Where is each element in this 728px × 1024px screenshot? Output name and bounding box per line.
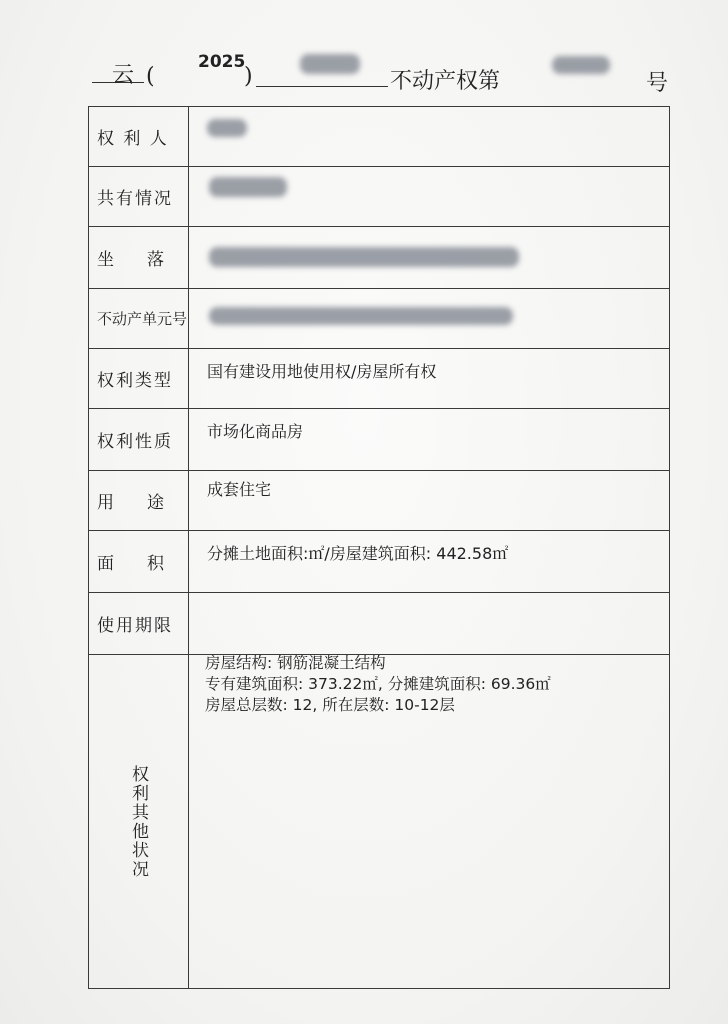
header-close-paren: ) (244, 64, 253, 89)
row-right-type (89, 349, 670, 409)
label-right-nature: 权利性质 (89, 409, 189, 471)
row-location (89, 227, 670, 289)
row-usage (89, 471, 670, 531)
label-location (89, 227, 189, 289)
header-underline-region (256, 86, 388, 87)
value-right-type (189, 349, 670, 409)
certificate-header (0, 50, 728, 100)
value-co-ownership (189, 167, 670, 227)
right-nature-text: 市场化商品房 (207, 422, 304, 441)
row-co-ownership (89, 167, 670, 227)
redacted-region (300, 54, 360, 74)
redacted-co-ownership (209, 177, 287, 197)
label-usage-right: 途 (147, 493, 166, 513)
value-usage (189, 471, 670, 531)
label-unit-number: 不动产单元号 (89, 289, 189, 349)
label-area (89, 531, 189, 593)
usage-text: 成套住宅 (207, 480, 272, 499)
value-location (189, 227, 670, 289)
value-term (189, 593, 670, 655)
row-right-nature (89, 409, 670, 471)
label-area-left: 面 (97, 554, 116, 574)
row-term (89, 593, 670, 655)
header-suffix: 号 (646, 71, 669, 96)
row-other (89, 655, 670, 989)
header-open-paren: ( (146, 64, 155, 89)
label-term: 使用期限 (89, 593, 189, 655)
value-holder (189, 107, 670, 167)
redacted-holder (207, 119, 247, 137)
label-area-right: 积 (147, 554, 166, 574)
value-area (189, 531, 670, 593)
other-line-areas: 专有建筑面积: 373.22㎡, 分摊建筑面积: 69.36㎡ (205, 675, 551, 693)
header-prefix: 云 (112, 63, 135, 88)
redacted-certificate-number (552, 56, 610, 74)
redacted-unit-number (209, 307, 513, 325)
value-other (189, 655, 670, 989)
header-title: 不动产权第 (390, 69, 501, 94)
value-unit-number (189, 289, 670, 349)
header-year: 2025 (198, 52, 246, 72)
row-unit-number (89, 289, 670, 349)
row-holder (89, 107, 670, 167)
other-line-floors: 房屋总层数: 12, 所在层数: 10-12层 (205, 696, 455, 714)
certificate-table (88, 106, 670, 989)
other-label-vertical: 权利其他状况 (128, 764, 148, 879)
area-text: 分摊土地面积:㎡/房屋建筑面积: 442.58㎡ (207, 544, 509, 563)
row-area (89, 531, 670, 593)
label-usage (89, 471, 189, 531)
label-co-ownership: 共有情况 (89, 167, 189, 227)
label-location-right: 落 (147, 250, 166, 270)
label-holder: 权 利 人 (89, 107, 189, 167)
value-right-nature (189, 409, 670, 471)
label-location-left: 坐 (97, 250, 116, 270)
other-line-structure: 房屋结构: 钢筋混凝土结构 (205, 654, 386, 672)
label-other (89, 655, 189, 989)
label-right-type: 权利类型 (89, 349, 189, 409)
redacted-location (209, 247, 519, 267)
label-usage-left: 用 (97, 493, 116, 513)
other-lines (205, 653, 551, 716)
right-type-text: 国有建设用地使用权/房屋所有权 (207, 362, 437, 381)
